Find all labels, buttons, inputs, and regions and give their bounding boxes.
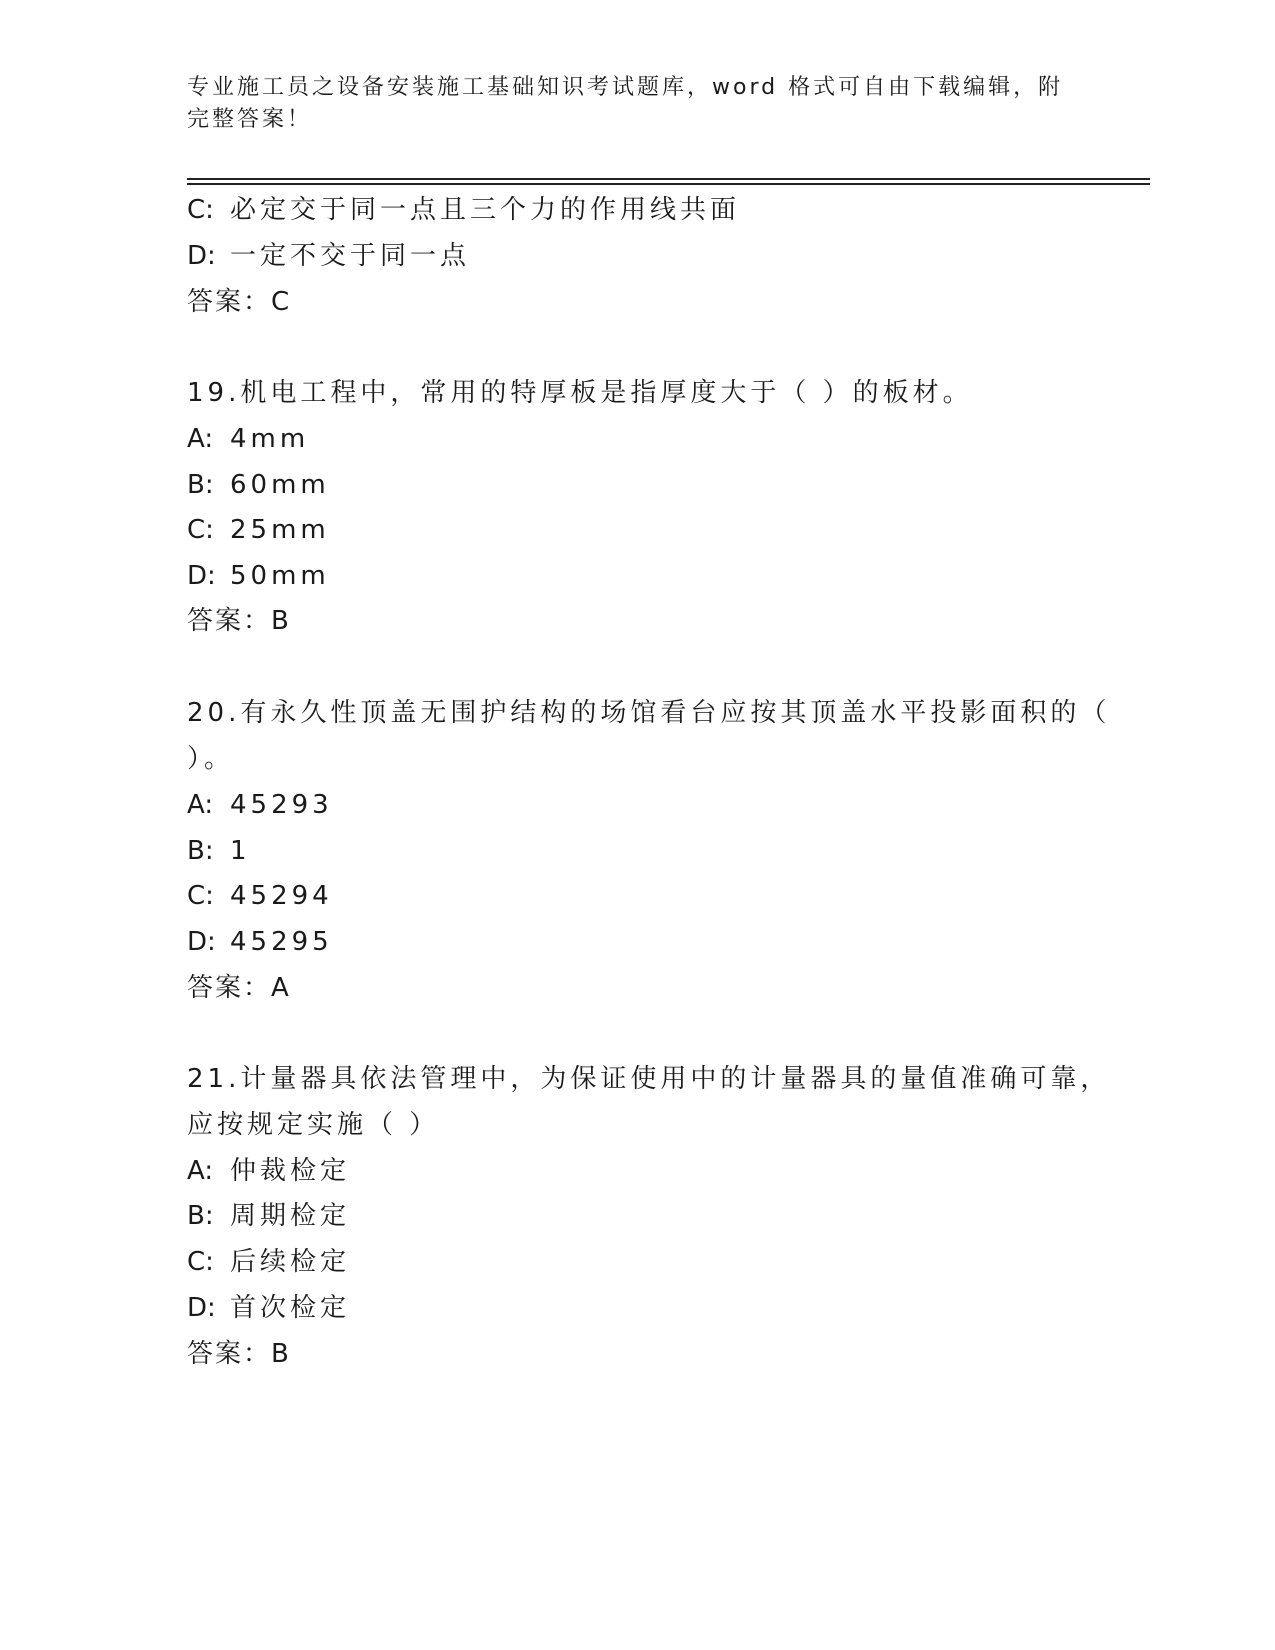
option-label: B: — [187, 470, 214, 500]
option-label: B: — [187, 836, 214, 866]
option-a — [187, 422, 309, 456]
option-text: 4mm — [230, 424, 310, 454]
option-text: 50mm — [230, 561, 330, 591]
answer: 答案：B — [187, 1339, 291, 1369]
answer: 答案：C — [187, 287, 292, 317]
option-c — [187, 879, 333, 913]
option-label: D: — [187, 561, 216, 591]
option-b — [187, 1199, 350, 1233]
option-label: C: — [187, 1247, 214, 1277]
question-stem: 21.计量器具依法管理中，为保证使用中的计量器具的量值准确可靠， — [187, 1064, 1111, 1094]
option-d — [187, 559, 330, 593]
option-a — [187, 788, 333, 822]
header-divider-top — [187, 178, 1150, 180]
option-c — [187, 1245, 350, 1279]
option-text: 一定不交于同一点 — [230, 241, 471, 271]
option-text: 必定交于同一点且三个力的作用线共面 — [230, 195, 741, 225]
option-label: C: — [187, 515, 214, 545]
option-d — [187, 925, 333, 959]
answer: 答案：B — [187, 606, 291, 636]
option-text: 仲裁检定 — [230, 1156, 351, 1186]
option-label: A: — [187, 790, 214, 820]
option-c — [187, 193, 740, 227]
option-b — [187, 834, 251, 868]
option-text: 25mm — [230, 515, 330, 545]
option-text: 60mm — [230, 470, 330, 500]
option-label: D: — [187, 1293, 216, 1323]
answer: 答案：A — [187, 973, 291, 1003]
question-stem: 20.有永久性顶盖无围护结构的场馆看台应按其顶盖水平投影面积的（ — [187, 698, 1111, 728]
option-b — [187, 468, 330, 502]
question-stem-continued: ）。 — [187, 744, 235, 774]
option-d — [187, 239, 470, 273]
option-text: 45293 — [230, 790, 333, 820]
option-text: 45294 — [230, 881, 333, 911]
option-text: 1 — [230, 836, 251, 866]
option-label: A: — [187, 424, 214, 454]
option-label: D: — [187, 927, 216, 957]
option-label: D: — [187, 241, 216, 271]
option-text: 首次检定 — [230, 1293, 351, 1323]
document-header: 专业施工员之设备安装施工基础知识考试题库，word 格式可自由下载编辑，附完整答案！ — [187, 75, 1064, 132]
question-stem-continued: 应按规定实施（ ） — [187, 1110, 440, 1140]
option-label: A: — [187, 1156, 214, 1186]
option-label: C: — [187, 195, 214, 225]
header-divider-bottom — [187, 183, 1150, 185]
option-text: 45295 — [230, 927, 333, 957]
question-stem: 19.机电工程中，常用的特厚板是指厚度大于（ ）的板材。 — [187, 378, 973, 408]
option-label: B: — [187, 1201, 214, 1231]
option-text: 后续检定 — [230, 1247, 351, 1277]
option-a — [187, 1154, 350, 1188]
option-d — [187, 1291, 350, 1325]
option-text: 周期检定 — [230, 1201, 351, 1231]
option-label: C: — [187, 881, 214, 911]
option-c — [187, 513, 330, 547]
